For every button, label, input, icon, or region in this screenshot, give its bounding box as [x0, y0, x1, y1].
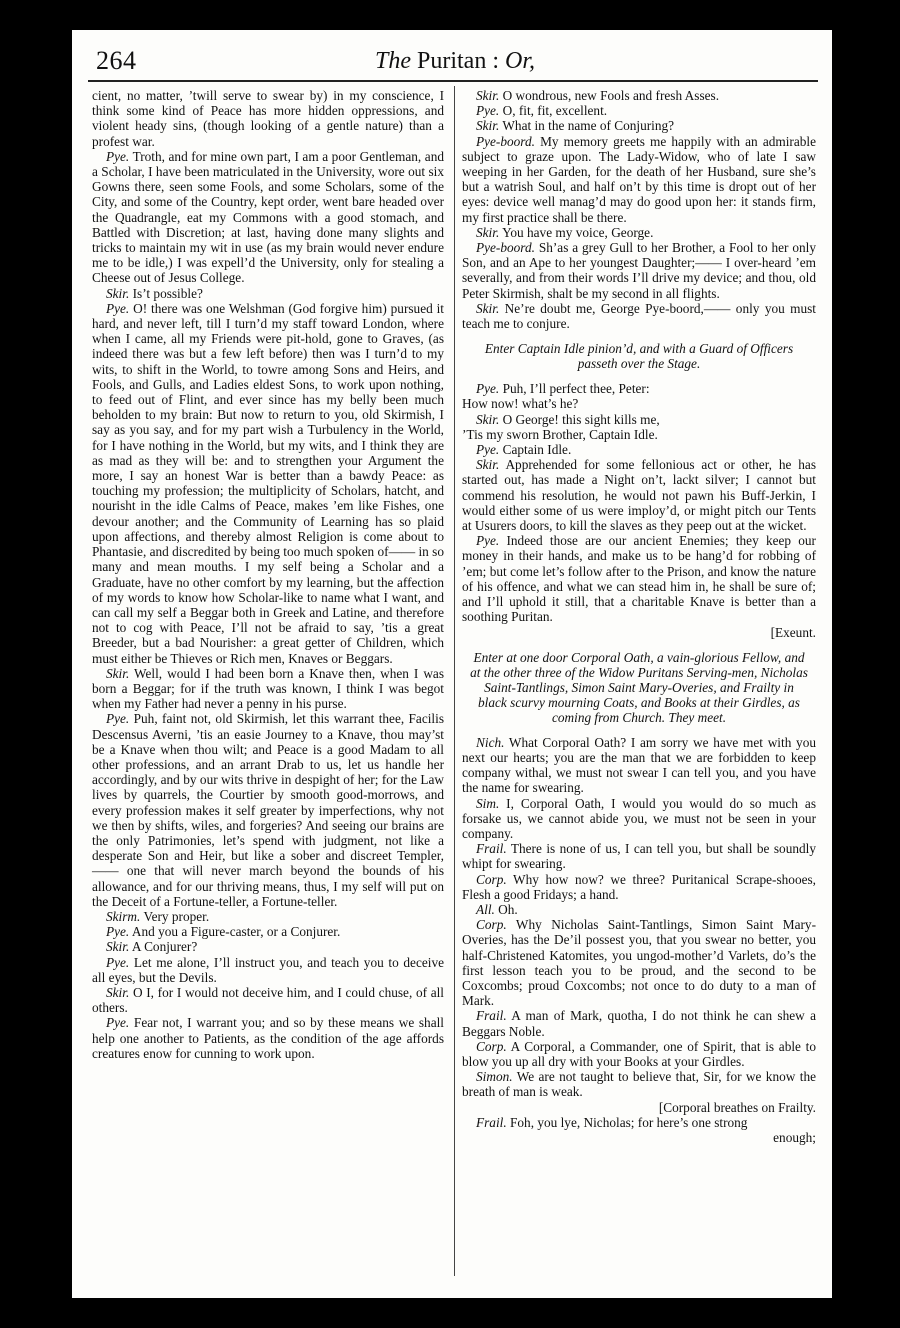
stage-direction: Enter Captain Idle pinion’d, and with a Guard of Officers passeth over the Stage. [484, 341, 794, 372]
speaker-name: Nich. [476, 734, 505, 750]
speaker-name: Skir. [476, 224, 500, 240]
column-divider [454, 86, 455, 1276]
speech: Skir. Apprehended for some fellonious act or other, he has started out, has made a Night on’t, lackt silver; I cannot but commend his resolution, he would not pawn his Buff-Jerkin, I would either some of us were imploy’d, or might pitch our Tents at Usurers doors, to kill the slaves as they peep out at the wicket. [462, 457, 816, 534]
speaker-name: Sim. [476, 795, 500, 811]
speech: Corp. A Corporal, a Commander, one of Spirit, that is able to blow you up all dry with your Books at your Girdles. [462, 1038, 816, 1069]
speech: Nich. What Corporal Oath? I am sorry we have met with you next our hearts; you are the man that we are forbidden to keep company withal, we must not swear I can tell you, and you have the name for swearing. [462, 734, 816, 796]
speaker-name: Skirm. [106, 908, 141, 924]
speaker-name: Pye. [476, 381, 500, 397]
speech: All. Oh. [476, 901, 518, 917]
speech: Skir. What in the name of Conjuring? [476, 118, 675, 134]
speech: Pye. Fear not, I warrant you; and so by these means we shall help one another to Patients, as the condition of the age affords creatures enow for cunning to work upon. [92, 1015, 444, 1061]
speaker-name: Skir. [106, 939, 130, 955]
speech: Pye. Troth, and for mine own part, I am a poor Gentleman, and a Scholar, I have been matriculated in the University, wore out six Gowns there, seen some Fools, and some Scholars, some of the City, and some of the Country, kept order, went bare headed over the Quadrangle, eat my Commons with a good stomach, and Battled with Discretion; at last, having done many slights and tricks to maintain my wit in use (as my brain would never endure me to be idle,) I was expell’d the University, only for stealing a Cheese out of Jesus College. [92, 148, 444, 286]
speaker-name: Frail. [476, 841, 507, 857]
speaker-name: Frail. [476, 1114, 507, 1130]
speech: Corp. Why how now? we three? Puritanical Scrape-shooes, Flesh a good Fridays; a hand. [462, 871, 816, 902]
running-title [90, 48, 820, 75]
speech: Pye. Let me alone, I’ll instruct you, and teach you to deceive all eyes, but the Devils. [92, 954, 444, 985]
speech: Skir. Ne’re doubt me, George Pye-boord,—— only you must teach me to conjure. [462, 300, 816, 332]
speech: Pye. And you a Figure-caster, or a Conjurer. [106, 924, 341, 940]
speech: Simon. We are not taught to believe that, Sir, for we know the breath of man is weak. [462, 1069, 816, 1100]
speech: Skir. O wondrous, new Fools and fresh Asses. [476, 88, 720, 103]
title-main: Puritan : [416, 48, 499, 74]
speech: Pye. Puh, faint not, old Skirmish, let this warrant thee, Facilis Descensus Averni, ’tis an easie Journey to a Knave, thou may’st be a Knave when thou wilt; and Peace is a good Madam to all other professions, and an arrant Drab to us, let us handle her accordingly, and by our wits thrive in despight of her; for the Law lives by quarrels, the Courtier by smooth good-morrows, and every profession makes it self greater by imperfections, why not we then by shifts, wiles, and forgeries? And seeing our brains are the only Patrimonies, let’s spend with judgment, not like a desperate Son and Heir, but like a sober and discreet Templer,—— one that will never march beyond the bounds of his allowance, and for our thriving means, thus, I my self will put on the Deceit of a Fortune-teller, a Fortune-teller. [92, 711, 444, 909]
speaker-name: Skir. [106, 665, 130, 681]
speech: Skirm. Very proper. [106, 908, 210, 924]
speech: Skir. O I, for I would not deceive him, and I could chuse, of all others. [92, 984, 444, 1016]
speech: Skir. O George! this sight kills me, [476, 411, 660, 427]
speaker-name: Simon. [476, 1069, 513, 1085]
speaker-name: Pye. [476, 442, 500, 458]
speaker-name: Pye. [476, 533, 500, 549]
exeunt-direction: [Exeunt. [770, 624, 816, 640]
stage-direction: Enter at one door Corporal Oath, a vain-glorious Fellow, and at the other three of the Widow Puritans Serving-men, Nicholas Saint-Tantlings, Simon Saint Mary-Overies, and Frailty in black scurvy mourning Coats, and Books at their Girdles, as coming from Church. They meet. [470, 649, 808, 725]
speaker-name: Pye. [106, 300, 130, 316]
page-number: 264 [96, 46, 137, 75]
title-prefix: The [374, 48, 411, 74]
running-header [90, 40, 820, 80]
speaker-name: Skir. [476, 300, 500, 316]
speaker-name: Frail. [476, 1008, 507, 1024]
speech: Skir. Is’t possible? [106, 285, 203, 301]
book-page [72, 30, 832, 1298]
speaker-name: All. [476, 901, 495, 917]
speech: Pye. O! there was one Welshman (God forgive him) pursued it hard, and never left, till I turn’d my staff toward London, where when I came, all my Friends were pit-hold, gone to Graves, (as indeed there was but a few left before) then was I turn’d to my wits, to shift in the World, to towre among Sons and Heirs, and Fools, and Gulls, and Ladies eldest Sons, to work upon nothing, to feed out of Flint, and ever since has my belly been much beholden to my brain: But now to return to you, old Skirmish, I say as you say, and for my part wish a Turbulency in the World, for I have nothing in the World, but my wits, and I think they are as mad as they will be: and to strengthen your Argument the more, I say an honest War is better than a bawdy Peace: as touching my profession; the multiplicity of Scholars, hatcht, and nourisht in the idle Calms of Peace, makes ’em like Fishes, one devour another; and the Community of Learning has so plaid upon affections, and thereby almost Religion is come about to Phantasie, and discredited by being too much spoken of—— in so many and mean mouths. I my self being a Scholar and a Graduate, have no other comfort by my learning, but the affection of my words to know how Scholar-like to name what I want, and can call my self a Beggar both in Greek and Latine, and therefore not to cog with Peace, I’ll not be afraid to say, ’tis a great Breeder, but a bad Nourisher: a great getter of Children, which must either be Thieves or Rich men, Knaves or Beggars. [92, 300, 444, 666]
speech: Pye. O, fit, fit, excellent. [476, 103, 608, 119]
left-column [92, 88, 444, 1061]
title-suffix: Or, [504, 48, 535, 74]
speaker-name: Pye. [106, 954, 130, 970]
speaker-name: Pye. [106, 924, 130, 940]
speaker-name: Skir. [476, 457, 500, 473]
speaker-name: Pye-boord. [476, 133, 535, 149]
speaker-name: Skir. [476, 88, 500, 103]
speech-line: ’Tis my sworn Brother, Captain Idle. [462, 426, 658, 442]
catchword: enough; [773, 1129, 816, 1145]
speech: Pye. Indeed those are our ancient Enemies; they keep our money in their hands, and make us to be hang’d for robbing of ’em; but come let’s follow after to the Prison, and know the nature of his offence, and what we can stead him in, he shall be sure of; and I’ll uphold it still, that a charitable Knave is better than a soothing Puritan. [462, 533, 816, 625]
speaker-name: Corp. [476, 1038, 507, 1054]
speaker-name: Pye. [106, 1015, 130, 1031]
speech: Skir. A Conjurer? [106, 939, 198, 955]
speech: Pye. Puh, I’ll perfect thee, Peter: [476, 381, 650, 397]
speech: Frail. There is none of us, I can tell you, but shall be soundly whipt for swearing. [462, 841, 816, 872]
speech: Pye-boord. My memory greets me happily with an admirable subject to graze upon. The Lady-Widow, who of late I saw weeping in her Garden, for the death of her Husband, sure she’s but a watrish Soul, and half on’t by this time is dropt out of her eyes: device well manag’d may do good upon her: it stands firm, my first practice shall be there. [462, 133, 816, 225]
right-column [462, 88, 816, 1145]
speaker-name: Pye. [476, 103, 500, 119]
speech: Frail. A man of Mark, quotha, I do not think he can shew a Beggars Noble. [462, 1008, 816, 1039]
speaker-name: Pye. [106, 711, 130, 727]
speaker-name: Skir. [476, 411, 500, 427]
speaker-name: Pye-boord. [476, 240, 535, 256]
speaker-name: Skir. [476, 118, 500, 134]
stage-direction-inline: [Corporal breathes on Frailty. [658, 1099, 816, 1115]
paragraph: cient, no matter, ’twill serve to swear by) in my conscience, I think some kind of Peace has more hidden oppressions, and violent heady sins, (though looking of a gentle nature) than a profest war. [92, 88, 444, 149]
speaker-name: Skir. [106, 984, 130, 1000]
speech: Skir. Well, would I had been born a Knave then, when I was born a Beggar; for if the truth was known, I think I was begot when my Father had never a penny in his purse. [92, 665, 444, 712]
speaker-name: Corp. [476, 871, 507, 887]
speech: Pye. Captain Idle. [476, 442, 572, 458]
speech-line: How now! what’s he? [462, 396, 579, 412]
speech: Corp. Why Nicholas Saint-Tantlings, Simon Saint Mary-Overies, has the De’il possest you, that you swear no better, you half-Christened Katomites, you ungod-mother’d Varlets, do’s the first lesson teach you to be proud, and the second to be Coxcombs; proud Coxcombs; not once to do duty to a man of Mark. [462, 917, 816, 1009]
speech: Frail. Foh, you lye, Nicholas; for here’s one strong [476, 1114, 748, 1130]
speaker-name: Corp. [476, 917, 507, 933]
speaker-name: Skir. [106, 285, 130, 301]
header-rule [88, 80, 818, 82]
speech: Skir. You have my voice, George. [476, 224, 654, 240]
speech: Pye-boord. Sh’as a grey Gull to her Brother, a Fool to her only Son, and an Ape to her youngest Daughter;—— I over-heard ’em severally, and from their words I’ll drive my device; and thou, old Peter Skirmish, shalt be my second in all flights. [462, 240, 816, 301]
speaker-name: Pye. [106, 148, 130, 164]
speech: Sim. I, Corporal Oath, I would you would do so much as forsake us, we cannot abide you, we must not be seen in your company. [462, 795, 816, 841]
